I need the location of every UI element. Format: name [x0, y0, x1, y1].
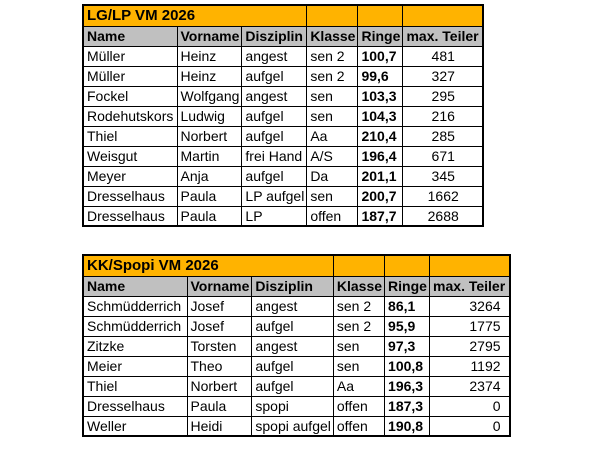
cell-ringe: 200,7: [358, 186, 403, 206]
cell-name: Meier: [83, 356, 187, 376]
cell-klasse: sen 2: [307, 66, 358, 86]
title-empty-cell: [358, 5, 403, 26]
cell-vorname: Ludwig: [177, 106, 242, 126]
cell-name: Thiel: [83, 376, 187, 396]
cell-vorname: Wolfgang: [177, 86, 242, 106]
cell-name: Zitzke: [83, 336, 187, 356]
column-header-disziplin: Disziplin: [252, 276, 334, 296]
cell-max-teiler: 345: [403, 166, 483, 186]
cell-name: Fockel: [83, 86, 177, 106]
cell-ringe: 201,1: [358, 166, 403, 186]
title-empty-cell: [403, 5, 483, 26]
cell-ringe: 86,1: [385, 296, 430, 316]
cell-vorname: Heinz: [177, 46, 242, 66]
table-row: [83, 206, 483, 226]
column-header-name: Name: [83, 276, 187, 296]
column-header-vorname: Vorname: [187, 276, 252, 296]
cell-ringe: 95,9: [385, 316, 430, 336]
cell-disziplin: frei Hand: [242, 146, 307, 166]
cell-disziplin: aufgel: [242, 106, 307, 126]
cell-disziplin: angest: [252, 296, 334, 316]
cell-name: Weisgut: [83, 146, 177, 166]
cell-disziplin: aufgel: [252, 356, 334, 376]
cell-disziplin: spopi aufgel: [252, 416, 334, 436]
cell-klasse: A/S: [307, 146, 358, 166]
cell-disziplin: LP aufgel: [242, 186, 307, 206]
cell-vorname: Anja: [177, 166, 242, 186]
cell-vorname: Paula: [177, 206, 242, 226]
cell-ringe: 104,3: [358, 106, 403, 126]
cell-max-teiler: 481: [403, 46, 483, 66]
cell-ringe: 187,7: [358, 206, 403, 226]
cell-disziplin: LP: [242, 206, 307, 226]
column-header-ringe: Ringe: [358, 26, 403, 46]
table-row: [83, 146, 483, 166]
cell-max-teiler: 285: [403, 126, 483, 146]
cell-name: Schmüdderrich: [83, 316, 187, 336]
column-header-vorname: Vorname: [177, 26, 242, 46]
title-empty-cell: [430, 255, 510, 276]
column-header-name: Name: [83, 26, 177, 46]
cell-name: Schmüdderrich: [83, 296, 187, 316]
table-row: [83, 166, 483, 186]
table-row: [83, 316, 510, 336]
cell-klasse: Da: [307, 166, 358, 186]
table-row: [83, 336, 510, 356]
cell-klasse: sen: [333, 336, 384, 356]
cell-disziplin: aufgel: [242, 126, 307, 146]
cell-name: Meyer: [83, 166, 177, 186]
table-row: [83, 126, 483, 146]
cell-name: Dresselhaus: [83, 206, 177, 226]
cell-disziplin: aufgel: [242, 166, 307, 186]
cell-klasse: sen: [307, 86, 358, 106]
cell-ringe: 187,3: [385, 396, 430, 416]
cell-ringe: 99,6: [358, 66, 403, 86]
cell-max-teiler: 671: [403, 146, 483, 166]
cell-max-teiler: 0: [430, 396, 510, 416]
cell-max-teiler: 295: [403, 86, 483, 106]
cell-vorname: Heinz: [177, 66, 242, 86]
cell-max-teiler: 1775: [430, 316, 510, 336]
cell-ringe: 210,4: [358, 126, 403, 146]
cell-klasse: sen: [307, 186, 358, 206]
cell-max-teiler: 2795: [430, 336, 510, 356]
table-row: [83, 296, 510, 316]
cell-name: Müller: [83, 66, 177, 86]
cell-ringe: 100,8: [385, 356, 430, 376]
column-header-max-teiler: max. Teiler: [430, 276, 510, 296]
cell-disziplin: spopi: [252, 396, 334, 416]
cell-disziplin: aufgel: [242, 66, 307, 86]
cell-klasse: Aa: [307, 126, 358, 146]
table-body: [83, 296, 510, 436]
cell-klasse: sen: [333, 356, 384, 376]
column-header-klasse: Klasse: [333, 276, 384, 296]
cell-ringe: 196,3: [385, 376, 430, 396]
cell-max-teiler: 3264: [430, 296, 510, 316]
cell-vorname: Martin: [177, 146, 242, 166]
cell-ringe: 103,3: [358, 86, 403, 106]
table-row: [83, 186, 483, 206]
table-row: [83, 86, 483, 106]
title-empty-cell: [333, 255, 384, 276]
cell-disziplin: aufgel: [252, 376, 334, 396]
table-row: [83, 416, 510, 436]
cell-klasse: sen 2: [333, 316, 384, 336]
cell-ringe: 196,4: [358, 146, 403, 166]
cell-max-teiler: 216: [403, 106, 483, 126]
cell-klasse: Aa: [333, 376, 384, 396]
table-title: KK/Spopi VM 2026: [83, 255, 333, 276]
table-row: [83, 106, 483, 126]
cell-vorname: Paula: [177, 186, 242, 206]
table-title-row: [83, 255, 510, 276]
cell-max-teiler: 327: [403, 66, 483, 86]
column-header-disziplin: Disziplin: [242, 26, 307, 46]
cell-klasse: offen: [307, 206, 358, 226]
table-title: LG/LP VM 2026: [83, 5, 307, 26]
table-kkspopi-vm-2026: [82, 254, 511, 437]
cell-vorname: Theo: [187, 356, 252, 376]
table-row: [83, 376, 510, 396]
cell-klasse: offen: [333, 396, 384, 416]
table-header-row: [83, 276, 510, 296]
title-empty-cell: [307, 5, 358, 26]
table-row: [83, 46, 483, 66]
cell-max-teiler: 1662: [403, 186, 483, 206]
cell-name: Dresselhaus: [83, 396, 187, 416]
table-body: [83, 46, 483, 226]
cell-name: Dresselhaus: [83, 186, 177, 206]
cell-max-teiler: 0: [430, 416, 510, 436]
title-empty-cell: [385, 255, 430, 276]
column-header-klasse: Klasse: [307, 26, 358, 46]
cell-name: Weller: [83, 416, 187, 436]
table-header-row: [83, 26, 483, 46]
cell-disziplin: angest: [242, 46, 307, 66]
cell-klasse: sen 2: [333, 296, 384, 316]
cell-klasse: sen 2: [307, 46, 358, 66]
column-header-max-teiler: max. Teiler: [403, 26, 483, 46]
cell-vorname: Norbert: [187, 376, 252, 396]
cell-vorname: Norbert: [177, 126, 242, 146]
cell-max-teiler: 2374: [430, 376, 510, 396]
cell-ringe: 97,3: [385, 336, 430, 356]
table-row: [83, 356, 510, 376]
table-lglp-vm-2026: [82, 4, 484, 227]
cell-disziplin: aufgel: [252, 316, 334, 336]
cell-max-teiler: 1192: [430, 356, 510, 376]
cell-klasse: offen: [333, 416, 384, 436]
cell-vorname: Torsten: [187, 336, 252, 356]
table-row: [83, 396, 510, 416]
cell-name: Rodehutskors: [83, 106, 177, 126]
cell-max-teiler: 2688: [403, 206, 483, 226]
cell-name: Thiel: [83, 126, 177, 146]
table-row: [83, 66, 483, 86]
cell-ringe: 190,8: [385, 416, 430, 436]
cell-klasse: sen: [307, 106, 358, 126]
cell-ringe: 100,7: [358, 46, 403, 66]
cell-vorname: Josef: [187, 296, 252, 316]
cell-vorname: Heidi: [187, 416, 252, 436]
cell-vorname: Josef: [187, 316, 252, 336]
cell-vorname: Paula: [187, 396, 252, 416]
cell-name: Müller: [83, 46, 177, 66]
table-title-row: [83, 5, 483, 26]
cell-disziplin: angest: [252, 336, 334, 356]
column-header-ringe: Ringe: [385, 276, 430, 296]
cell-disziplin: angest: [242, 86, 307, 106]
